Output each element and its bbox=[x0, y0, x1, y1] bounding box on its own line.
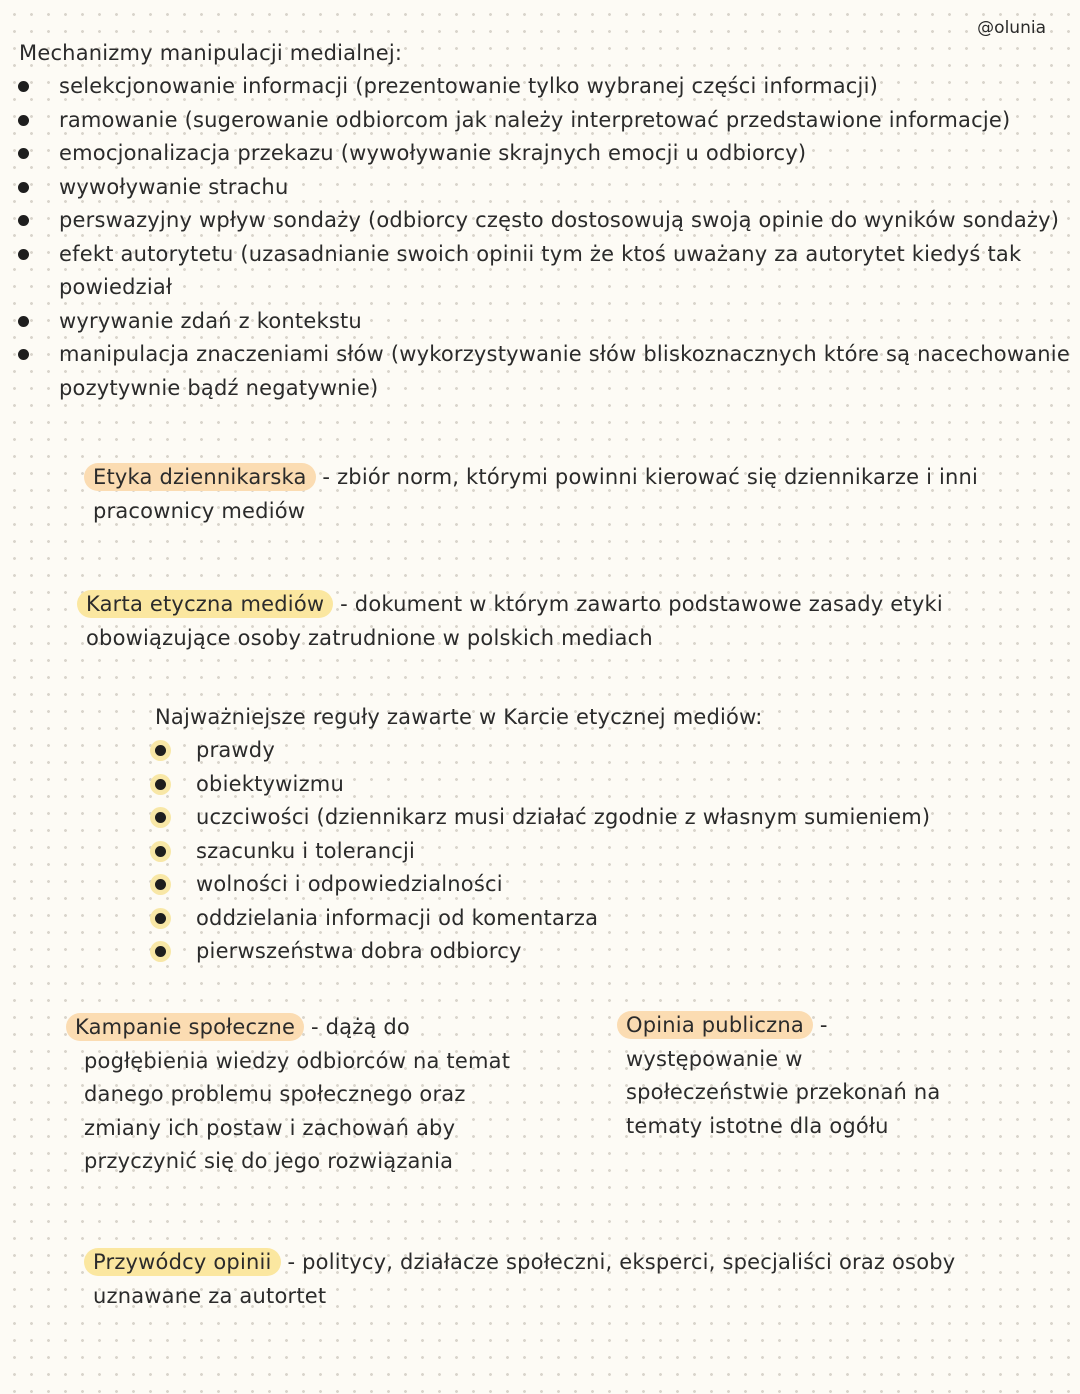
bullet-icon bbox=[155, 913, 166, 924]
term-highlight: Kampanie społeczne bbox=[66, 1013, 304, 1041]
list-item: oddzielania informacji od komentarza bbox=[140, 902, 1040, 936]
bullet-icon bbox=[18, 182, 29, 193]
bullet-icon bbox=[155, 946, 166, 957]
bullet-icon bbox=[18, 115, 29, 126]
definition-przywodcy-opinii: Przywódcy opinii - politycy, działacze społeczni, eksperci, specjaliści oraz osoby uznawane za autortet bbox=[84, 1246, 984, 1313]
list-item: ramowanie (sugerowanie odbiorcom jak należy interpretować przedstawione informacje) bbox=[0, 104, 1072, 138]
list-item: uczciwości (dziennikarz musi działać zgodnie z własnym sumieniem) bbox=[140, 801, 1040, 835]
bullet-icon bbox=[155, 879, 166, 890]
list-item: selekcjonowanie informacji (prezentowanie tylko wybranej części informacji) bbox=[0, 70, 1072, 104]
manipulation-list bbox=[0, 70, 1072, 405]
bullet-icon bbox=[155, 779, 166, 790]
definition-kampanie-spoleczne: Kampanie społeczne - dążą do pogłębienia wiedzy odbiorców na temat danego problemu społecznego oraz zmiany ich postaw i zachowań aby przyczynić się do jego rozwiązania bbox=[66, 1011, 526, 1179]
term-highlight: Etyka dziennikarska bbox=[84, 463, 316, 491]
list-item: pierwszeństwa dobra odbiorcy bbox=[140, 935, 1040, 969]
term-highlight: Opinia publiczna bbox=[617, 1011, 813, 1039]
bullet-icon bbox=[18, 215, 29, 226]
list-item: manipulacja znaczeniami słów (wykorzystywanie słów bliskoznacznych które są nacechowanie pozytywnie bądź negatywnie) bbox=[0, 338, 1072, 405]
list-item: efekt autorytetu (uzasadnianie swoich opinii tym że ktoś uważany za autorytet kiedyś tak powiedział bbox=[0, 238, 1072, 305]
rules-list bbox=[140, 734, 1040, 969]
bullet-icon bbox=[155, 812, 166, 823]
list-item: perswazyjny wpływ sondaży (odbiorcy często dostosowują swoją opinie do wyników sondaży) bbox=[0, 204, 1072, 238]
bullet-icon bbox=[18, 148, 29, 159]
rules-heading: Najważniejsze reguły zawarte w Karcie etycznej mediów: bbox=[155, 705, 763, 729]
list-item: prawdy bbox=[140, 734, 1040, 768]
bullet-icon bbox=[18, 81, 29, 92]
bullet-icon bbox=[18, 249, 29, 260]
list-item: szacunku i tolerancji bbox=[140, 835, 1040, 869]
term-highlight: Karta etyczna mediów bbox=[77, 590, 333, 618]
bullet-icon bbox=[155, 846, 166, 857]
definition-opinia-publiczna: Opinia publiczna - występowanie w społeczeństwie przekonań na tematy istotne dla ogółu bbox=[617, 1009, 977, 1143]
list-item: emocjonalizacja przekazu (wywoływanie skrajnych emocji u odbiorcy) bbox=[0, 137, 1072, 171]
bullet-icon bbox=[155, 745, 166, 756]
bullet-icon bbox=[18, 349, 29, 360]
list-item: wywoływanie strachu bbox=[0, 171, 1072, 205]
bullet-icon bbox=[18, 316, 29, 327]
definition-etyka-dziennikarska: Etyka dziennikarska - zbiór norm, którymi powinni kierować się dziennikarze i inni pracownicy mediów bbox=[84, 461, 984, 528]
author-handle: @olunia bbox=[977, 18, 1046, 38]
term-highlight: Przywódcy opinii bbox=[84, 1248, 281, 1276]
manipulation-heading: Mechanizmy manipulacji medialnej: bbox=[19, 41, 403, 65]
definition-karta-etyczna: Karta etyczna mediów - dokument w którym zawarto podstawowe zasady etyki obowiązujące osoby zatrudnione w polskich mediach bbox=[77, 588, 977, 655]
list-item: wolności i odpowiedzialności bbox=[140, 868, 1040, 902]
list-item: wyrywanie zdań z kontekstu bbox=[0, 305, 1072, 339]
list-item: obiektywizmu bbox=[140, 768, 1040, 802]
